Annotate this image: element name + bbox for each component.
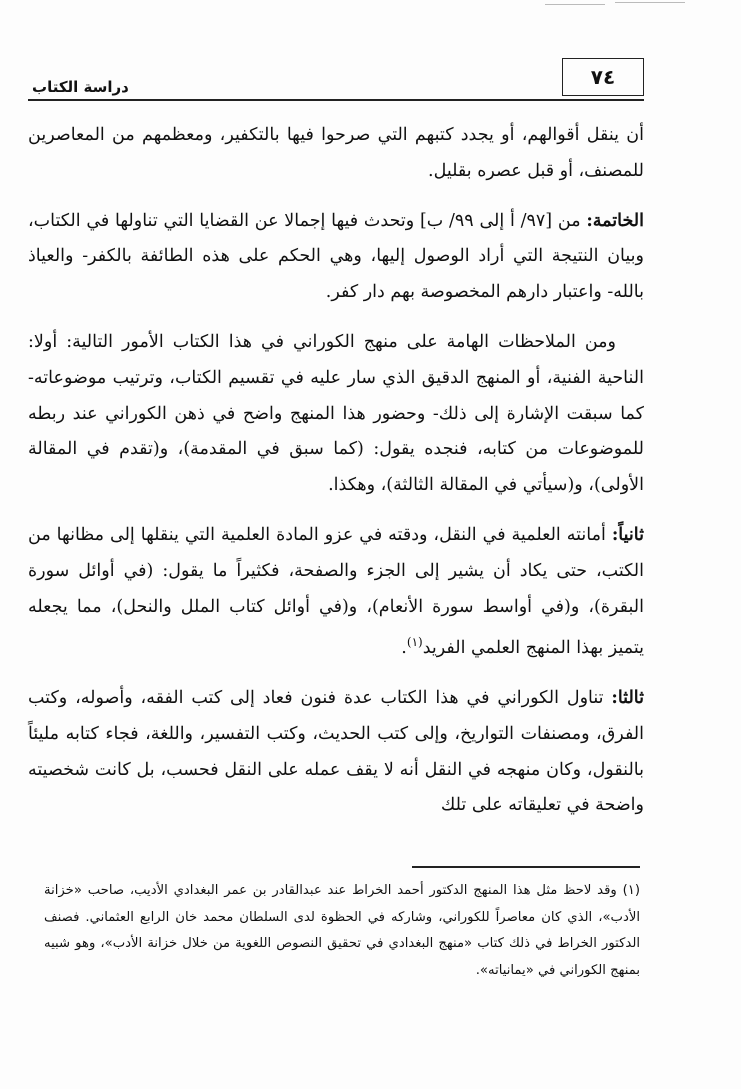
page-header bbox=[28, 58, 644, 100]
second-paragraph: ثانياً: أمانته العلمية في النقل، ودقته في عزو المادة العلمية التي ينقلها إلى مظانها من الكتب، حتى يكاد أن يشير إلى الجزء والصفحة، فكثيراً ما يقول: (في أوائل سورة البقرة)، و(في أواسط سورة الأنعام)، و(في أوائل كتاب الملل والنحل)، مما يجعله يتميز بهذا المنهج العلمي الفريد$^{(١)}$. bbox=[28, 524, 644, 659]
page-number: ٧٤ bbox=[562, 58, 644, 96]
footnote-1: (١) وقد لاحظ مثل هذا المنهج الدكتور أحمد الخراط عند عبدالقادر بن عمر البغدادي الأديب، صاحب «خزانة الأدب»، الذي كان معاصراً للكوراني، وشاركه في الحظوة لدى السلطان محمد خان الرابع العثماني. فصنف الدكتور الخراط في ذلك كتاب «منهج البغدادي في تحقيق النصوص اللغوية من خلال خزانة الأدب»، وهو شبيه بمنهج الكوراني في «يمانياته». bbox=[44, 883, 640, 978]
conclusion-paragraph: الخاتمة: من [٩٧/ أ إلى ٩٩/ ب] وتحدث فيها إجمالا عن القضايا التي تناولها في الكتاب، وبيان النتيجة التي أراد الوصول إليها، وهي الحكم على هذه الطائفة بالكفر- والعياذ بالله- واعتبار دارهم المخصوصة بهم دار كفر. bbox=[28, 210, 644, 303]
conclusion-heading: الخاتمة: bbox=[586, 210, 644, 231]
footnote-marker: (١) bbox=[406, 635, 423, 650]
intro-paragraph: أن ينقل أقوالهم، أو يجدد كتبهم التي صرحوا فيها بالتكفير، ومعظمهم من المعاصرين للمصنف، أو قبل عصره بقليل. bbox=[28, 125, 644, 181]
observations-paragraph: ومن الملاحظات الهامة على منهج الكوراني في هذا الكتاب الأمور التالية: أولا: الناحية الفنية، أو المنهج الدقيق الذي سار عليه في تقسيم الكتاب، وترتيب موضوعاته- كما سبقت الإشارة إلى ذلك- وحضور هذا المنهج واضح في ذهن الكوراني عند ربطه للموضوعات من كتابه، فنجده يقول: (كما سبق في المقدمة)، و(تقدم في المقالة الأولى)، و(سيأتي في المقالة الثالثة)، وهكذا. bbox=[28, 331, 644, 496]
footnotes bbox=[44, 878, 640, 984]
running-title: دراسة الكتاب bbox=[32, 78, 129, 96]
third-paragraph: ثالثا: تناول الكوراني في هذا الكتاب عدة فنون فعاد إلى كتب الفقه، وأصوله، وكتب الفرق، ومصنفات التواريخ، وإلى كتب الحديث، وكتب التفسير، واللغة، فجاء كتابه مليئاً بالنقول، وكان منهجه في النقل أنه لا يقف عمله على النقل فحسب، بل كانت شخصيته واضحة في تعليقاته على تلك bbox=[28, 687, 644, 816]
second-heading: ثانياً: bbox=[611, 524, 644, 545]
footnote-divider bbox=[412, 866, 640, 868]
third-heading: ثالثا: bbox=[611, 687, 644, 708]
main-text bbox=[28, 118, 644, 824]
header-divider bbox=[28, 99, 644, 101]
scan-artifact bbox=[545, 0, 685, 10]
